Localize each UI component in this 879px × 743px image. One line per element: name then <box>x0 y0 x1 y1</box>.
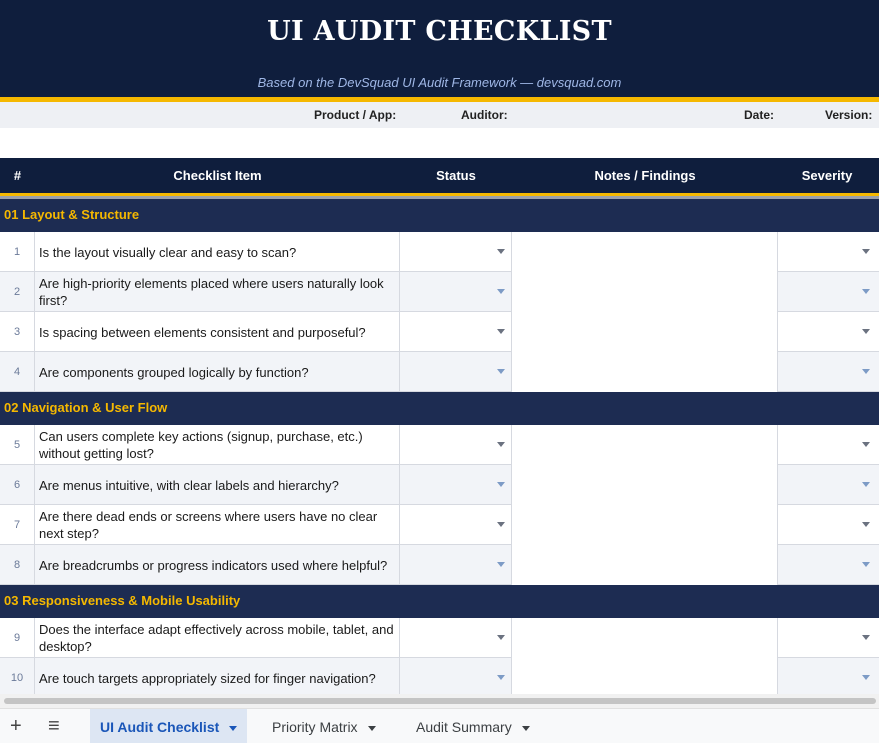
checklist-item-label: Are touch targets appropriately sized for finger navigation? <box>39 670 376 686</box>
severity-dropdown[interactable] <box>778 505 876 545</box>
sheet-tab-bar <box>0 708 879 743</box>
table-row <box>0 465 879 505</box>
notes-cell[interactable] <box>512 545 778 585</box>
dropdown-arrow-icon[interactable] <box>497 249 505 254</box>
checklist-item-label: Are components grouped logically by function? <box>39 364 309 380</box>
checklist-item-label: Are menus intuitive, with clear labels and hierarchy? <box>39 477 339 493</box>
severity-dropdown[interactable] <box>778 545 876 585</box>
dropdown-arrow-icon[interactable] <box>497 442 505 447</box>
row-number: 2 <box>0 272 35 312</box>
notes-cell[interactable] <box>512 658 778 698</box>
section-header <box>0 199 879 232</box>
col-header-severity: Severity <box>801 168 853 183</box>
section-title: 02 Navigation & User Flow <box>4 400 168 415</box>
checklist-item-text <box>35 272 400 312</box>
status-dropdown[interactable] <box>400 658 512 698</box>
checklist-item-label: Are breadcrumbs or progress indicators used where helpful? <box>39 557 388 573</box>
dropdown-arrow-icon[interactable] <box>862 482 870 487</box>
dropdown-arrow-icon[interactable] <box>862 562 870 567</box>
sheet-subtitle: Based on the DevSquad UI Audit Framework — devsquad.com <box>257 75 622 90</box>
dropdown-arrow-icon[interactable] <box>497 522 505 527</box>
dropdown-arrow-icon[interactable] <box>497 482 505 487</box>
status-dropdown[interactable] <box>400 618 512 658</box>
checklist-item-label: Can users complete key actions (signup, purchase, etc.) without getting lost? <box>39 429 363 461</box>
chevron-down-icon[interactable] <box>368 726 376 731</box>
checklist-item-text <box>35 618 400 658</box>
checklist-item-text <box>35 352 400 392</box>
dropdown-arrow-icon[interactable] <box>497 369 505 374</box>
col-header-status: Status <box>436 168 476 183</box>
notes-cell[interactable] <box>512 505 778 545</box>
status-dropdown[interactable] <box>400 352 512 392</box>
meta-row <box>0 102 879 128</box>
dropdown-arrow-icon[interactable] <box>497 635 505 640</box>
product-label: Product / App: <box>314 108 397 122</box>
dropdown-arrow-icon[interactable] <box>862 369 870 374</box>
severity-dropdown[interactable] <box>778 352 876 392</box>
tab-priority-matrix[interactable] <box>262 709 386 743</box>
notes-cell[interactable] <box>512 352 778 392</box>
row-number: 8 <box>0 545 35 585</box>
tab-label: Audit Summary <box>416 719 512 735</box>
col-header-notes: Notes / Findings <box>594 168 696 183</box>
row-number: 7 <box>0 505 35 545</box>
checklist-item-label: Are there dead ends or screens where users have no clear next step? <box>39 509 378 541</box>
tab-label: UI Audit Checklist <box>100 719 220 735</box>
checklist-item-label: Is the layout visually clear and easy to scan? <box>39 244 297 260</box>
status-dropdown[interactable] <box>400 312 512 352</box>
table-header <box>0 158 879 194</box>
dropdown-arrow-icon[interactable] <box>862 329 870 334</box>
table-row <box>0 505 879 545</box>
row-number: 5 <box>0 425 35 465</box>
table-row <box>0 618 879 658</box>
table-row <box>0 312 879 352</box>
table-row <box>0 545 879 585</box>
chevron-down-icon[interactable] <box>229 726 237 731</box>
dropdown-arrow-icon[interactable] <box>497 562 505 567</box>
all-sheets-menu-icon[interactable]: ≡ <box>48 715 60 737</box>
table-row <box>0 232 879 272</box>
section-header <box>0 585 879 618</box>
section-header <box>0 392 879 425</box>
checklist-item-text <box>35 658 400 698</box>
status-dropdown[interactable] <box>400 425 512 465</box>
row-number: 3 <box>0 312 35 352</box>
severity-dropdown[interactable] <box>778 312 876 352</box>
status-dropdown[interactable] <box>400 465 512 505</box>
checklist-item-text <box>35 425 400 465</box>
notes-cell[interactable] <box>512 272 778 312</box>
table-row <box>0 425 879 465</box>
dropdown-arrow-icon[interactable] <box>862 635 870 640</box>
dropdown-arrow-icon[interactable] <box>497 675 505 680</box>
date-label: Date: <box>744 108 775 122</box>
notes-cell[interactable] <box>512 232 778 272</box>
version-label: Version: <box>825 108 873 122</box>
severity-dropdown[interactable] <box>778 658 876 698</box>
severity-dropdown[interactable] <box>778 465 876 505</box>
severity-dropdown[interactable] <box>778 425 876 465</box>
checklist-item-label: Is spacing between elements consistent and purposeful? <box>39 324 366 340</box>
dropdown-arrow-icon[interactable] <box>862 442 870 447</box>
table-row <box>0 352 879 392</box>
horizontal-scrollbar[interactable] <box>0 694 879 708</box>
row-number: 6 <box>0 465 35 505</box>
dropdown-arrow-icon[interactable] <box>862 675 870 680</box>
tab-audit-summary[interactable] <box>406 709 540 743</box>
section-title: 03 Responsiveness & Mobile Usability <box>4 593 241 608</box>
dropdown-arrow-icon[interactable] <box>862 289 870 294</box>
add-sheet-icon[interactable]: + <box>10 715 22 737</box>
dropdown-arrow-icon[interactable] <box>862 249 870 254</box>
row-number: 1 <box>0 232 35 272</box>
notes-cell[interactable] <box>512 618 778 658</box>
checklist-item-text <box>35 545 400 585</box>
checklist-item-label: Does the interface adapt effectively across mobile, tablet, and desktop? <box>39 622 394 654</box>
meta-input-row[interactable] <box>0 128 879 158</box>
tab-ui-audit-checklist[interactable] <box>90 709 247 743</box>
table-row <box>0 658 879 698</box>
severity-dropdown[interactable] <box>778 272 876 312</box>
checklist-item-text <box>35 312 400 352</box>
row-number: 10 <box>0 658 35 698</box>
notes-cell[interactable] <box>512 425 778 465</box>
auditor-label: Auditor: <box>461 108 508 122</box>
chevron-down-icon[interactable] <box>522 726 530 731</box>
scrollbar-thumb[interactable] <box>4 698 876 704</box>
table-row <box>0 272 879 312</box>
checklist-item-text <box>35 465 400 505</box>
status-dropdown[interactable] <box>400 272 512 312</box>
dropdown-arrow-icon[interactable] <box>497 289 505 294</box>
row-number: 4 <box>0 352 35 392</box>
notes-cell[interactable] <box>512 465 778 505</box>
severity-dropdown[interactable] <box>778 618 876 658</box>
col-header-num: # <box>13 168 22 183</box>
dropdown-arrow-icon[interactable] <box>497 329 505 334</box>
notes-cell[interactable] <box>512 312 778 352</box>
col-header-item: Checklist Item <box>173 168 262 183</box>
status-dropdown[interactable] <box>400 545 512 585</box>
severity-dropdown[interactable] <box>778 232 876 272</box>
sheet-title: UI AUDIT CHECKLIST <box>267 16 612 47</box>
status-dropdown[interactable] <box>400 505 512 545</box>
checklist-item-text <box>35 232 400 272</box>
section-title: 01 Layout & Structure <box>4 207 140 222</box>
row-number: 9 <box>0 618 35 658</box>
checklist-item-label: Are high-priority elements placed where users naturally look first? <box>39 276 384 308</box>
tab-label: Priority Matrix <box>272 719 358 735</box>
dropdown-arrow-icon[interactable] <box>862 522 870 527</box>
status-dropdown[interactable] <box>400 232 512 272</box>
checklist-item-text <box>35 505 400 545</box>
